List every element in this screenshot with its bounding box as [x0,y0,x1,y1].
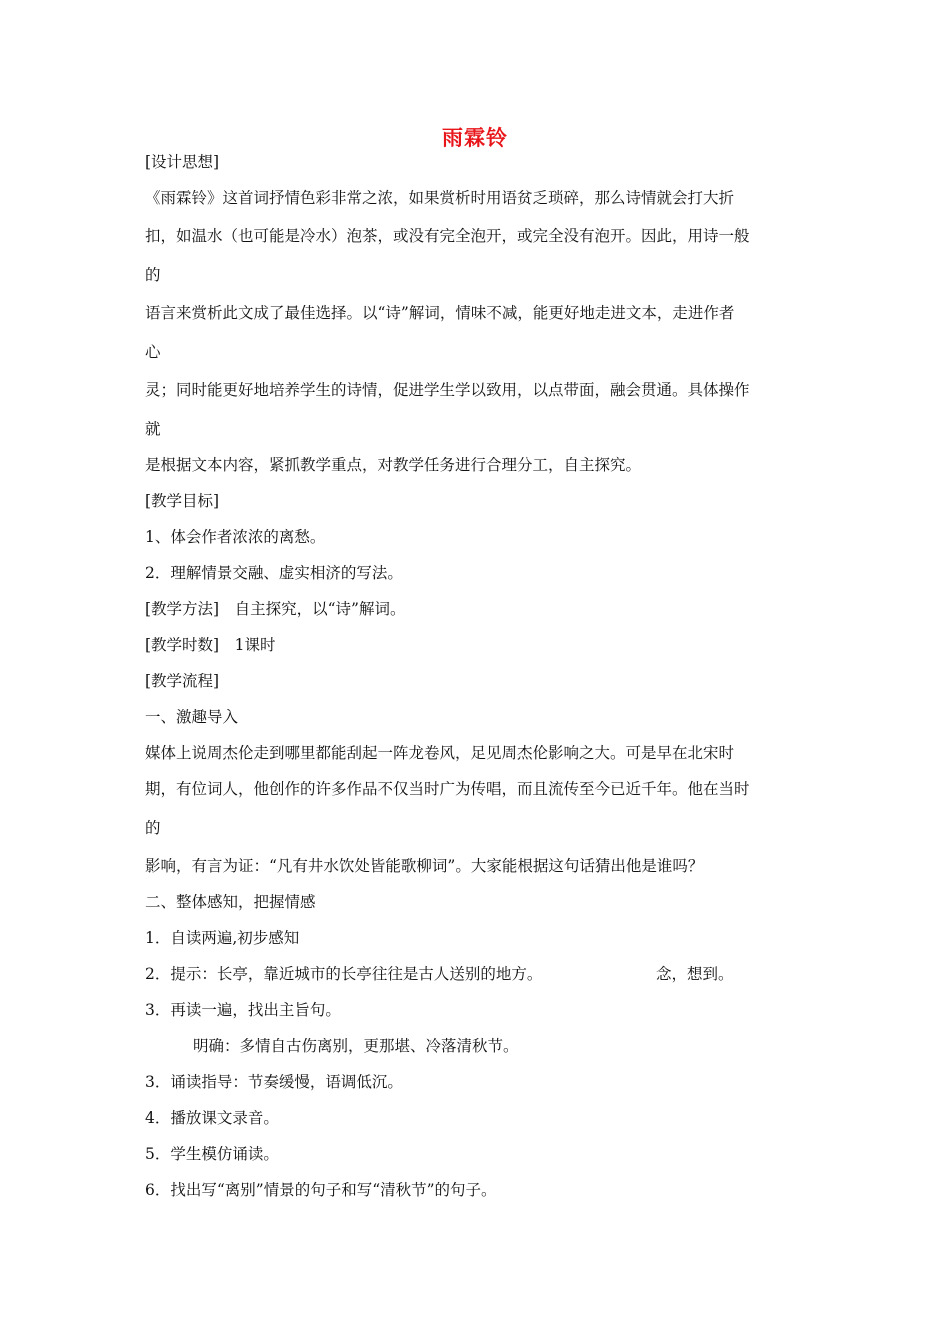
list-item-tail: 念，想到。 [656,965,734,983]
paragraph-line: 是根据文本内容，紧抓教学重点，对教学任务进行合理分工，自主探究。 [145,456,642,474]
paragraph-line: 灵；同时能更好地培养学生的诗情，促进学生学以致用，以点带面，融会贯通。具体操作 [145,381,750,399]
list-item: 1．自读两遍,初步感知 [145,929,300,947]
paragraph-line: 心 [145,343,161,361]
paragraph-line: 扣，如温水（也可能是冷水）泡茶，或没有完全泡开，或完全没有泡开。因此，用诗一般 [145,227,750,245]
section-heading-process: [教学流程] [145,672,220,690]
document-title: 雨霖铃 [442,126,508,150]
list-item: 4．播放课文录音。 [145,1109,279,1127]
subsection-heading: 一、激趣导入 [145,708,239,726]
paragraph-line: 期，有位词人，他创作的许多作品不仅当时广为传唱，而且流传至今已近千年。他在当时 [145,780,750,798]
section-heading-hours: [教学时数] 1课时 [145,636,276,654]
list-item: 6．找出写“离别”情景的句子和写“清秋节”的句子。 [145,1181,497,1199]
paragraph-line: 媒体上说周杰伦走到哪里都能刮起一阵龙卷风，足见周杰伦影响之大。可是早在北宋时 [145,744,735,762]
paragraph-line: 语言来赏析此文成了最佳选择。以“诗”解词，情味不减，能更好地走进文本，走进作者 [145,304,735,322]
list-item: 2．提示：长亭，靠近城市的长亭往往是古人送别的地方。 [145,965,543,983]
list-item: 5．学生模仿诵读。 [145,1145,279,1163]
section-heading-design: [设计思想] [145,153,220,171]
section-heading-goals: [教学目标] [145,492,220,510]
list-item: 2．理解情景交融、虚实相济的写法。 [145,564,403,582]
list-item: 3．诵读指导：节奏缓慢，语调低沉。 [145,1073,403,1091]
paragraph-line: 的 [145,819,161,837]
list-item: 1、体会作者浓浓的离愁。 [145,528,326,546]
subsection-heading: 二、整体感知，把握情感 [145,893,316,911]
indented-line: 明确：多情自古伤离别，更那堪、冷落清秋节。 [193,1037,519,1055]
paragraph-line: 就 [145,420,161,438]
paragraph-line: 《雨霖铃》这首词抒情色彩非常之浓，如果赏析时用语贫乏琐碎，那么诗情就会打大折 [145,189,735,207]
list-item: 3．再读一遍，找出主旨句。 [145,1001,341,1019]
paragraph-line: 的 [145,266,161,284]
section-heading-method: [教学方法] 自主探究，以“诗”解词。 [145,600,406,618]
paragraph-line: 影响，有言为证：“凡有井水饮处皆能歌柳词”。大家能根据这句话猜出他是谁吗？ [145,857,704,875]
